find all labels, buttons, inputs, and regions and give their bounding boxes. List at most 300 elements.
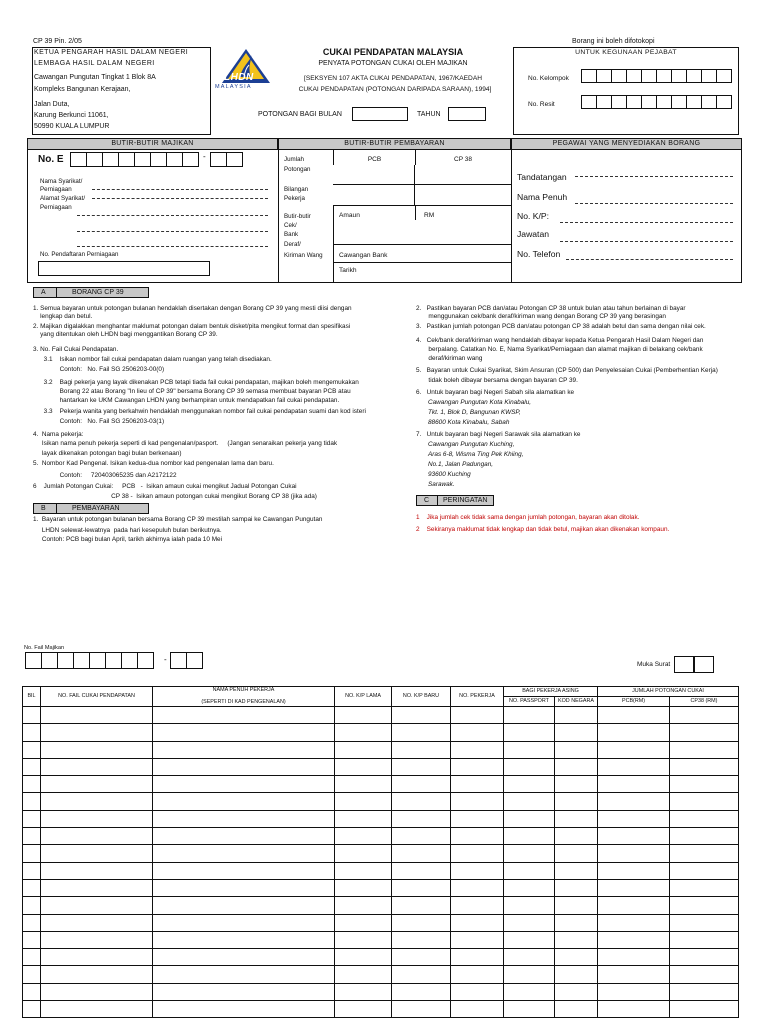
table-cell[interactable] bbox=[153, 758, 335, 775]
sarawak-address-line: No.1, Jalan Padungan, bbox=[428, 461, 494, 468]
table-cell[interactable] bbox=[451, 983, 504, 1000]
table-cell[interactable] bbox=[392, 810, 451, 827]
table-cell[interactable] bbox=[504, 879, 555, 896]
cp38-header: CP 38 bbox=[454, 156, 472, 163]
table-cell[interactable] bbox=[451, 724, 504, 741]
table-cell[interactable] bbox=[504, 983, 555, 1000]
char-box[interactable] bbox=[671, 69, 687, 83]
table-cell[interactable] bbox=[41, 1001, 153, 1018]
table-cell[interactable] bbox=[23, 931, 41, 948]
table-cell[interactable] bbox=[153, 741, 335, 758]
table-cell[interactable] bbox=[504, 931, 555, 948]
position-label: Jawatan bbox=[517, 229, 550, 239]
table-cell[interactable] bbox=[392, 931, 451, 948]
table-cell[interactable] bbox=[41, 810, 153, 827]
char-box[interactable] bbox=[611, 95, 627, 109]
char-box[interactable] bbox=[86, 152, 103, 167]
table-cell[interactable] bbox=[598, 828, 670, 845]
address-line: Karung Berkunci 11061, bbox=[34, 112, 109, 119]
table-cell[interactable] bbox=[504, 845, 555, 862]
table-cell[interactable] bbox=[670, 776, 739, 793]
char-box[interactable] bbox=[170, 652, 187, 669]
table-cell[interactable] bbox=[392, 914, 451, 931]
table-cell[interactable] bbox=[335, 931, 392, 948]
phone-label: No. Telefon bbox=[517, 249, 561, 259]
table-cell[interactable] bbox=[670, 707, 739, 724]
table-cell[interactable] bbox=[670, 845, 739, 862]
char-box[interactable] bbox=[671, 95, 687, 109]
table-cell[interactable] bbox=[23, 707, 41, 724]
table-cell[interactable] bbox=[504, 707, 555, 724]
table-cell[interactable] bbox=[504, 897, 555, 914]
table-cell[interactable] bbox=[41, 966, 153, 983]
table-cell[interactable] bbox=[598, 914, 670, 931]
pcb-total-input[interactable] bbox=[333, 165, 415, 185]
table-cell[interactable] bbox=[41, 949, 153, 966]
table-row bbox=[23, 966, 739, 983]
table-cell[interactable] bbox=[153, 949, 335, 966]
char-box[interactable] bbox=[182, 152, 199, 167]
company-address-line[interactable] bbox=[92, 198, 268, 199]
char-box[interactable] bbox=[70, 152, 87, 167]
instruction-line: 3. Pastikan jumlah potongan PCB dan/atau potongan CP 38 adalah betul dan sama dengan nilai cek. bbox=[416, 323, 706, 330]
table-cell[interactable] bbox=[504, 914, 555, 931]
table-cell[interactable] bbox=[41, 707, 153, 724]
employee-count-label: Bilangan bbox=[284, 186, 309, 193]
table-cell[interactable] bbox=[23, 897, 41, 914]
section-a-header bbox=[33, 287, 149, 298]
table-cell[interactable] bbox=[598, 810, 670, 827]
table-cell[interactable] bbox=[451, 949, 504, 966]
table-cell[interactable] bbox=[670, 810, 739, 827]
table-cell[interactable] bbox=[392, 758, 451, 775]
company-name-label: Nama Syarikat/ bbox=[40, 178, 83, 185]
table-cell[interactable] bbox=[598, 862, 670, 879]
table-cell[interactable] bbox=[670, 966, 739, 983]
table-cell[interactable] bbox=[41, 931, 153, 948]
table-cell[interactable] bbox=[335, 879, 392, 896]
employee-count-label-2: Pekerja bbox=[284, 195, 305, 202]
char-box[interactable] bbox=[656, 95, 672, 109]
table-row bbox=[23, 758, 739, 775]
table-cell[interactable] bbox=[598, 949, 670, 966]
table-cell[interactable] bbox=[451, 741, 504, 758]
ic-line[interactable] bbox=[560, 222, 733, 223]
table-cell[interactable] bbox=[335, 966, 392, 983]
table-cell[interactable] bbox=[392, 1001, 451, 1018]
table-cell[interactable] bbox=[555, 810, 598, 827]
table-cell[interactable] bbox=[555, 914, 598, 931]
table-cell[interactable] bbox=[41, 758, 153, 775]
table-cell[interactable] bbox=[153, 776, 335, 793]
signature-label: Tandatangan bbox=[517, 172, 567, 182]
table-cell[interactable] bbox=[23, 966, 41, 983]
table-cell[interactable] bbox=[392, 966, 451, 983]
char-box[interactable] bbox=[581, 69, 597, 83]
table-cell[interactable] bbox=[23, 776, 41, 793]
no-e-label: No. E bbox=[38, 154, 64, 165]
table-cell[interactable] bbox=[23, 983, 41, 1000]
reminder-line: 2 Sekiranya maklumat tidak lengkap dan tidak betul, majikan akan dikenakan kompaun. bbox=[416, 526, 670, 533]
company-address-line[interactable] bbox=[77, 231, 268, 232]
table-cell[interactable] bbox=[555, 707, 598, 724]
table-cell[interactable] bbox=[504, 793, 555, 810]
payment-line: Contoh: PCB bagi bulan April, tarikh akhirnya ialah pada 10 Mei bbox=[33, 536, 222, 543]
table-row bbox=[23, 810, 739, 827]
char-box[interactable] bbox=[701, 95, 717, 109]
table-cell[interactable] bbox=[335, 810, 392, 827]
col-passport: NO. PASSPORT bbox=[504, 697, 555, 707]
year-input[interactable] bbox=[448, 107, 486, 121]
full-name-line[interactable] bbox=[575, 203, 733, 204]
table-cell[interactable] bbox=[598, 845, 670, 862]
table-cell[interactable] bbox=[41, 862, 153, 879]
char-box[interactable] bbox=[701, 69, 717, 83]
table-cell[interactable] bbox=[555, 931, 598, 948]
table-cell[interactable] bbox=[555, 776, 598, 793]
instruction-line: yang ditentukan oleh LHDN bagi menggantikan Borang CP 39. bbox=[33, 331, 218, 338]
char-box[interactable] bbox=[626, 69, 642, 83]
table-cell[interactable] bbox=[41, 983, 153, 1000]
position-line[interactable] bbox=[560, 241, 733, 242]
table-cell[interactable] bbox=[598, 966, 670, 983]
table-cell[interactable] bbox=[451, 845, 504, 862]
table-cell[interactable] bbox=[392, 776, 451, 793]
char-box[interactable] bbox=[626, 95, 642, 109]
char-box[interactable] bbox=[121, 652, 138, 669]
char-box[interactable] bbox=[226, 152, 243, 167]
signature-line[interactable] bbox=[575, 176, 733, 177]
char-box[interactable] bbox=[105, 652, 122, 669]
table-cell[interactable] bbox=[335, 707, 392, 724]
table-cell[interactable] bbox=[392, 845, 451, 862]
company-name-line[interactable] bbox=[92, 189, 268, 190]
table-cell[interactable] bbox=[41, 879, 153, 896]
char-box[interactable] bbox=[186, 652, 203, 669]
char-box[interactable] bbox=[102, 152, 119, 167]
table-cell[interactable] bbox=[23, 845, 41, 862]
table-cell[interactable] bbox=[555, 949, 598, 966]
logo-subtitle: MALAYSIA bbox=[215, 84, 252, 90]
char-box[interactable] bbox=[137, 652, 154, 669]
table-cell[interactable] bbox=[598, 776, 670, 793]
currency-label: RM bbox=[424, 212, 435, 219]
table-cell[interactable] bbox=[451, 931, 504, 948]
table-cell[interactable] bbox=[598, 879, 670, 896]
table-cell[interactable] bbox=[504, 758, 555, 775]
cheque-number-input[interactable] bbox=[334, 221, 511, 244]
table-cell[interactable] bbox=[598, 897, 670, 914]
logo-text: LHDN bbox=[224, 72, 254, 83]
table-cell[interactable] bbox=[598, 758, 670, 775]
char-box[interactable] bbox=[57, 652, 74, 669]
table-cell[interactable] bbox=[335, 983, 392, 1000]
table-cell[interactable] bbox=[153, 845, 335, 862]
table-cell[interactable] bbox=[555, 983, 598, 1000]
pcb-count-input[interactable] bbox=[333, 185, 415, 206]
char-box[interactable] bbox=[150, 152, 167, 167]
char-box[interactable] bbox=[716, 69, 732, 83]
address-line: KETUA PENGARAH HASIL DALAM NEGERI bbox=[34, 49, 189, 56]
page-number-input[interactable] bbox=[674, 656, 694, 673]
table-cell[interactable] bbox=[504, 828, 555, 845]
table-cell[interactable] bbox=[392, 983, 451, 1000]
table-cell[interactable] bbox=[555, 793, 598, 810]
section-c-header bbox=[416, 495, 494, 506]
table-cell[interactable] bbox=[23, 758, 41, 775]
char-box[interactable] bbox=[210, 152, 227, 167]
table-cell[interactable] bbox=[23, 914, 41, 931]
table-cell[interactable] bbox=[670, 897, 739, 914]
table-cell[interactable] bbox=[451, 879, 504, 896]
char-box[interactable] bbox=[118, 152, 135, 167]
col-bil: BIL bbox=[23, 687, 41, 707]
table-cell[interactable] bbox=[335, 828, 392, 845]
preparer-header: PEGAWAI YANG MENYEDIAKAN BORANG bbox=[511, 138, 742, 150]
table-cell[interactable] bbox=[670, 758, 739, 775]
table-cell[interactable] bbox=[153, 983, 335, 1000]
table-cell[interactable] bbox=[392, 793, 451, 810]
table-cell[interactable] bbox=[670, 741, 739, 758]
char-box[interactable] bbox=[641, 95, 657, 109]
table-cell[interactable] bbox=[451, 793, 504, 810]
table-cell[interactable] bbox=[451, 1001, 504, 1018]
instruction-line: 3.2 Bagi pekerja yang layak dikenakan PCB tetapi tiada fail cukai pendapatan, majikan boleh mengemukakan bbox=[33, 379, 359, 386]
table-cell[interactable] bbox=[153, 793, 335, 810]
payment-line: LHDN selewat-lewatnya pada hari kesepuluh bulan berikutnya. bbox=[33, 527, 222, 534]
section-c-letter: C bbox=[424, 497, 430, 504]
table-cell[interactable] bbox=[451, 707, 504, 724]
table-cell[interactable] bbox=[41, 793, 153, 810]
table-cell[interactable] bbox=[23, 1001, 41, 1018]
payment-line: 1. Bayaran untuk potongan bulanan bersama Borang CP 39 mestilah sampai ke Cawangan Pungutan bbox=[33, 516, 323, 523]
table-cell[interactable] bbox=[392, 862, 451, 879]
month-input[interactable] bbox=[352, 107, 408, 121]
table-cell[interactable] bbox=[598, 1001, 670, 1018]
table-cell[interactable] bbox=[41, 914, 153, 931]
table-cell[interactable] bbox=[392, 897, 451, 914]
table-cell[interactable] bbox=[335, 914, 392, 931]
table-cell[interactable] bbox=[335, 1001, 392, 1018]
form-title: CUKAI PENDAPATAN MALAYSIA bbox=[322, 47, 464, 57]
col-file-no: NO. FAIL CUKAI PENDAPATAN bbox=[41, 687, 153, 707]
table-cell[interactable] bbox=[555, 862, 598, 879]
table-cell[interactable] bbox=[598, 931, 670, 948]
table-cell[interactable] bbox=[335, 949, 392, 966]
table-cell[interactable] bbox=[153, 879, 335, 896]
table-cell[interactable] bbox=[670, 828, 739, 845]
table-cell[interactable] bbox=[392, 828, 451, 845]
table-cell[interactable] bbox=[335, 793, 392, 810]
char-box[interactable] bbox=[134, 152, 151, 167]
table-cell[interactable] bbox=[670, 1001, 739, 1018]
table-cell[interactable] bbox=[23, 810, 41, 827]
address-line: 50990 KUALA LUMPUR bbox=[34, 123, 110, 130]
col-cp38: CP38 (RM) bbox=[670, 697, 739, 707]
table-cell[interactable] bbox=[670, 983, 739, 1000]
char-box[interactable] bbox=[716, 95, 732, 109]
table-cell[interactable] bbox=[41, 828, 153, 845]
table-cell[interactable] bbox=[153, 931, 335, 948]
table-cell[interactable] bbox=[598, 707, 670, 724]
table-cell[interactable] bbox=[392, 879, 451, 896]
char-box[interactable] bbox=[686, 95, 702, 109]
table-cell[interactable] bbox=[451, 897, 504, 914]
char-box[interactable] bbox=[686, 69, 702, 83]
table-cell[interactable] bbox=[598, 983, 670, 1000]
table-cell[interactable] bbox=[670, 862, 739, 879]
table-cell[interactable] bbox=[451, 914, 504, 931]
table-cell[interactable] bbox=[392, 949, 451, 966]
table-cell[interactable] bbox=[451, 758, 504, 775]
instruction-line: deraf/kiriman wang bbox=[416, 355, 483, 362]
instruction-line: 3. No. Fail Cukai Pendapatan. bbox=[33, 346, 119, 353]
sabah-address-line: 88600 Kota Kinabalu, Sabah bbox=[428, 419, 510, 426]
table-cell[interactable] bbox=[670, 914, 739, 931]
char-box[interactable] bbox=[89, 652, 106, 669]
table-cell[interactable] bbox=[504, 862, 555, 879]
table-cell[interactable] bbox=[41, 741, 153, 758]
instruction-line: Isikan nama penuh pekerja seperti di kad pengenalan/pasport. (Jangan senaraikan pekerja yang tidak bbox=[33, 440, 338, 447]
table-cell[interactable] bbox=[670, 949, 739, 966]
char-box[interactable] bbox=[166, 152, 183, 167]
table-cell[interactable] bbox=[41, 845, 153, 862]
table-cell[interactable] bbox=[335, 724, 392, 741]
char-box[interactable] bbox=[596, 69, 612, 83]
table-cell[interactable] bbox=[153, 1001, 335, 1018]
table-cell[interactable] bbox=[41, 724, 153, 741]
table-cell[interactable] bbox=[153, 897, 335, 914]
table-cell[interactable] bbox=[598, 793, 670, 810]
table-cell[interactable] bbox=[451, 966, 504, 983]
sabah-address-line: Cawangan Pungutan Kota Kinabalu, bbox=[428, 399, 532, 406]
table-row bbox=[23, 1001, 739, 1018]
reminder-line: 1 Jika jumlah cek tidak sama dengan jumlah potongan, bayaran akan ditolak. bbox=[416, 514, 640, 521]
table-cell[interactable] bbox=[555, 724, 598, 741]
table-cell[interactable] bbox=[555, 828, 598, 845]
table-cell[interactable] bbox=[598, 724, 670, 741]
table-cell[interactable] bbox=[670, 724, 739, 741]
table-row bbox=[23, 862, 739, 879]
char-box[interactable] bbox=[41, 652, 58, 669]
table-cell[interactable] bbox=[451, 862, 504, 879]
company-address-line[interactable] bbox=[77, 215, 268, 216]
char-box[interactable] bbox=[641, 69, 657, 83]
table-cell[interactable] bbox=[504, 724, 555, 741]
table-row bbox=[23, 914, 739, 931]
registration-input[interactable] bbox=[38, 261, 210, 276]
table-row bbox=[23, 707, 739, 724]
table-cell[interactable] bbox=[23, 724, 41, 741]
char-box[interactable] bbox=[73, 652, 90, 669]
table-cell[interactable] bbox=[598, 741, 670, 758]
table-cell[interactable] bbox=[153, 707, 335, 724]
table-cell[interactable] bbox=[670, 793, 739, 810]
page-number-input[interactable] bbox=[694, 656, 714, 673]
office-use-header: UNTUK KEGUNAAN PEJABAT bbox=[575, 49, 677, 56]
instruction-line: 3.3 Pekerja wanita yang berkahwin hendaklah menggunakan nombor fail cukai pendapatan suami dan kod isteri bbox=[33, 408, 366, 415]
char-box[interactable] bbox=[611, 69, 627, 83]
table-cell[interactable] bbox=[555, 741, 598, 758]
col-total-deduction: JUMLAH POTONGAN CUKAI bbox=[598, 687, 739, 697]
company-address-line[interactable] bbox=[77, 246, 268, 247]
table-cell[interactable] bbox=[670, 931, 739, 948]
col-country-code: KOD NEGARA bbox=[555, 697, 598, 707]
table-cell[interactable] bbox=[335, 862, 392, 879]
table-row bbox=[23, 828, 739, 845]
char-box[interactable] bbox=[656, 69, 672, 83]
table-cell[interactable] bbox=[504, 966, 555, 983]
table-cell[interactable] bbox=[451, 828, 504, 845]
instruction-line: 4. Cek/bank deraf/kiriman wang hendaklah dibayar kepada Ketua Pengarah Hasil Dalam Negeri dan bbox=[416, 337, 704, 344]
table-cell[interactable] bbox=[555, 845, 598, 862]
employee-table bbox=[22, 686, 739, 1018]
char-box[interactable] bbox=[596, 95, 612, 109]
table-cell[interactable] bbox=[555, 966, 598, 983]
table-cell[interactable] bbox=[153, 914, 335, 931]
table-cell[interactable] bbox=[41, 776, 153, 793]
table-cell[interactable] bbox=[555, 1001, 598, 1018]
table-row bbox=[23, 949, 739, 966]
cp38-count-input[interactable] bbox=[415, 185, 511, 206]
table-cell[interactable] bbox=[23, 828, 41, 845]
table-cell[interactable] bbox=[23, 793, 41, 810]
instruction-line: Borang 22 atau Borang "In lieu of CP 39" bersama Borang CP 39 semasa membuat bayaran PCB atau bbox=[33, 388, 351, 395]
section-a-letter: A bbox=[41, 289, 46, 296]
table-cell[interactable] bbox=[504, 1001, 555, 1018]
table-cell[interactable] bbox=[504, 949, 555, 966]
photocopy-note: Borang ini boleh difotokopi bbox=[572, 38, 655, 45]
table-cell[interactable] bbox=[41, 897, 153, 914]
table-cell[interactable] bbox=[504, 776, 555, 793]
table-cell[interactable] bbox=[451, 776, 504, 793]
employer-file-dash: - bbox=[164, 655, 167, 664]
phone-line[interactable] bbox=[566, 259, 733, 260]
table-cell[interactable] bbox=[335, 897, 392, 914]
address-line: LEMBAGA HASIL DALAM NEGERI bbox=[34, 60, 155, 67]
char-box[interactable] bbox=[25, 652, 42, 669]
table-cell[interactable] bbox=[23, 949, 41, 966]
year-label: TAHUN bbox=[417, 111, 441, 118]
table-cell[interactable] bbox=[392, 724, 451, 741]
table-cell[interactable] bbox=[555, 879, 598, 896]
table-cell[interactable] bbox=[23, 879, 41, 896]
table-cell[interactable] bbox=[23, 741, 41, 758]
table-cell[interactable] bbox=[335, 845, 392, 862]
table-cell[interactable] bbox=[555, 897, 598, 914]
table-cell[interactable] bbox=[153, 862, 335, 879]
table-cell[interactable] bbox=[153, 966, 335, 983]
char-box[interactable] bbox=[581, 95, 597, 109]
table-cell[interactable] bbox=[23, 862, 41, 879]
table-cell[interactable] bbox=[392, 741, 451, 758]
table-cell[interactable] bbox=[153, 724, 335, 741]
table-cell[interactable] bbox=[335, 741, 392, 758]
table-cell[interactable] bbox=[504, 741, 555, 758]
table-cell[interactable] bbox=[335, 758, 392, 775]
sarawak-address-line: Sarawak. bbox=[428, 481, 455, 488]
table-cell[interactable] bbox=[451, 810, 504, 827]
table-cell[interactable] bbox=[555, 758, 598, 775]
employer-header: BUTIR-BUTIR MAJIKAN bbox=[27, 138, 278, 150]
table-cell[interactable] bbox=[392, 707, 451, 724]
table-cell[interactable] bbox=[153, 828, 335, 845]
table-cell[interactable] bbox=[153, 810, 335, 827]
cp38-total-input[interactable] bbox=[415, 165, 511, 185]
table-cell[interactable] bbox=[504, 810, 555, 827]
table-cell[interactable] bbox=[670, 879, 739, 896]
table-cell[interactable] bbox=[335, 776, 392, 793]
